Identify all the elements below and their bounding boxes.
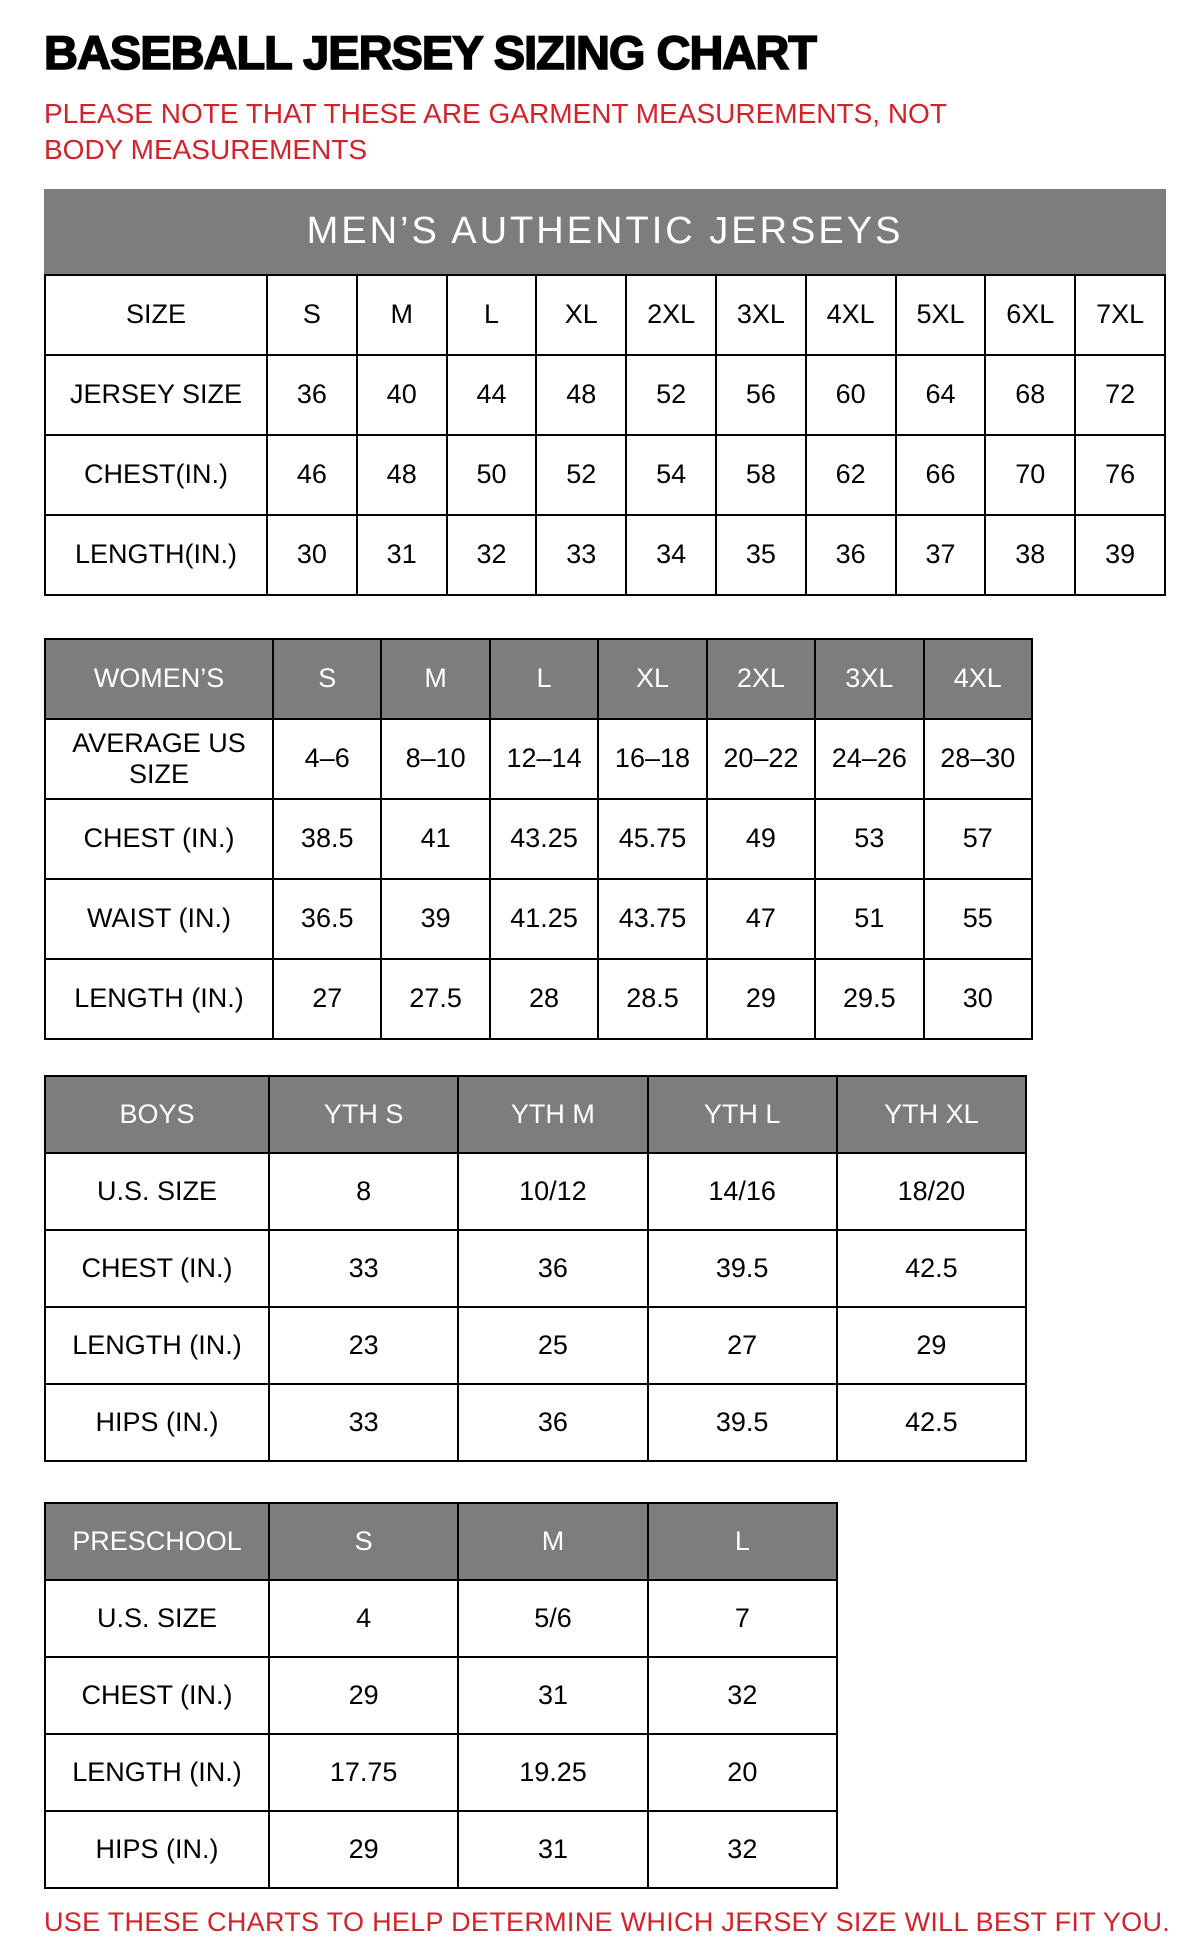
value-cell: 32	[648, 1811, 837, 1888]
value-cell: 36	[458, 1230, 647, 1307]
mens-sizing-section	[44, 189, 1170, 596]
value-cell: 36	[267, 355, 357, 435]
value-cell: 57	[924, 799, 1032, 879]
row-label-cell: CHEST (IN.)	[45, 1230, 269, 1307]
value-cell: 4–6	[273, 719, 381, 799]
value-cell: 40	[357, 355, 447, 435]
column-header-cell: S	[267, 275, 357, 355]
row-label-cell: LENGTH (IN.)	[45, 959, 273, 1039]
size-table	[44, 274, 1166, 596]
preschool-size-table	[44, 1502, 1170, 1889]
value-cell: 23	[269, 1307, 458, 1384]
column-header-cell: 3XL	[716, 275, 806, 355]
table-row	[45, 1153, 1026, 1230]
value-cell: 36	[806, 515, 896, 595]
footer-note: USE THESE CHARTS TO HELP DETERMINE WHICH JERSEY SIZE WILL BEST FIT YOU.	[44, 1906, 1171, 1937]
column-header-cell: S	[273, 639, 381, 719]
value-cell: 30	[924, 959, 1032, 1039]
table-row	[45, 1230, 1026, 1307]
value-cell: 31	[458, 1657, 647, 1734]
value-cell: 33	[536, 515, 626, 595]
row-label-cell: CHEST (IN.)	[45, 799, 273, 879]
table-row	[45, 515, 1165, 595]
value-cell: 32	[447, 515, 537, 595]
corner-header-cell: SIZE	[45, 275, 267, 355]
value-cell: 28.5	[598, 959, 706, 1039]
row-label-cell: JERSEY SIZE	[45, 355, 267, 435]
value-cell: 76	[1075, 435, 1165, 515]
table-row	[45, 719, 1032, 799]
header-row	[45, 1076, 1026, 1153]
column-header-cell: 2XL	[626, 275, 716, 355]
value-cell: 39.5	[648, 1384, 837, 1461]
value-cell: 49	[707, 799, 815, 879]
value-cell: 29	[707, 959, 815, 1039]
value-cell: 43.25	[490, 799, 598, 879]
corner-header-cell: BOYS	[45, 1076, 269, 1153]
value-cell: 51	[815, 879, 923, 959]
column-header-cell: XL	[536, 275, 626, 355]
row-label-cell: LENGTH (IN.)	[45, 1307, 269, 1384]
column-header-cell: L	[490, 639, 598, 719]
value-cell: 52	[626, 355, 716, 435]
column-header-cell: 5XL	[896, 275, 986, 355]
value-cell: 18/20	[837, 1153, 1026, 1230]
page-title: BASEBALL JERSEY SIZING CHART	[44, 26, 816, 79]
value-cell: 27	[273, 959, 381, 1039]
column-header-cell: 4XL	[806, 275, 896, 355]
value-cell: 8–10	[381, 719, 489, 799]
size-table	[44, 1502, 838, 1889]
value-cell: 14/16	[648, 1153, 837, 1230]
measurement-note: PLEASE NOTE THAT THESE ARE GARMENT MEASUREMENTS, NOT BODY MEASUREMENTS	[44, 98, 947, 166]
value-cell: 12–14	[490, 719, 598, 799]
value-cell: 4	[269, 1580, 458, 1657]
value-cell: 16–18	[598, 719, 706, 799]
table-row	[45, 1384, 1026, 1461]
row-label-cell: CHEST (IN.)	[45, 1657, 269, 1734]
value-cell: 25	[458, 1307, 647, 1384]
column-header-cell: 4XL	[924, 639, 1032, 719]
value-cell: 29	[837, 1307, 1026, 1384]
column-header-cell: M	[357, 275, 447, 355]
value-cell: 24–26	[815, 719, 923, 799]
value-cell: 41.25	[490, 879, 598, 959]
value-cell: 28	[490, 959, 598, 1039]
value-cell: 34	[626, 515, 716, 595]
row-label-cell: CHEST(IN.)	[45, 435, 267, 515]
value-cell: 66	[896, 435, 986, 515]
table-row	[45, 355, 1165, 435]
table-row	[45, 959, 1032, 1039]
row-label-cell: U.S. SIZE	[45, 1153, 269, 1230]
table-row	[45, 1811, 837, 1888]
column-header-cell: YTH XL	[837, 1076, 1026, 1153]
table-row	[45, 1307, 1026, 1384]
value-cell: 41	[381, 799, 489, 879]
value-cell: 42.5	[837, 1230, 1026, 1307]
value-cell: 64	[896, 355, 986, 435]
row-label-cell: LENGTH(IN.)	[45, 515, 267, 595]
womens-sizing-section	[44, 638, 1170, 1040]
value-cell: 31	[357, 515, 447, 595]
row-label-cell: HIPS (IN.)	[45, 1811, 269, 1888]
column-header-cell: YTH M	[458, 1076, 647, 1153]
mens-table-banner: MEN’S AUTHENTIC JERSEYS	[44, 189, 1166, 274]
corner-header-cell: PRESCHOOL	[45, 1503, 269, 1580]
value-cell: 39	[1075, 515, 1165, 595]
column-header-cell: 6XL	[985, 275, 1075, 355]
value-cell: 29.5	[815, 959, 923, 1039]
column-header-cell: M	[381, 639, 489, 719]
value-cell: 10/12	[458, 1153, 647, 1230]
table-row	[45, 879, 1032, 959]
column-header-cell: L	[648, 1503, 837, 1580]
value-cell: 58	[716, 435, 806, 515]
table-row	[45, 799, 1032, 879]
value-cell: 62	[806, 435, 896, 515]
value-cell: 20	[648, 1734, 837, 1811]
preschool-sizing-section	[44, 1502, 1170, 1889]
column-header-cell: 2XL	[707, 639, 815, 719]
column-header-cell: XL	[598, 639, 706, 719]
table-row	[45, 1657, 837, 1734]
value-cell: 68	[985, 355, 1075, 435]
value-cell: 56	[716, 355, 806, 435]
header-row	[45, 1503, 837, 1580]
value-cell: 46	[267, 435, 357, 515]
value-cell: 54	[626, 435, 716, 515]
boys-sizing-section	[44, 1075, 1170, 1462]
value-cell: 42.5	[837, 1384, 1026, 1461]
value-cell: 53	[815, 799, 923, 879]
value-cell: 50	[447, 435, 537, 515]
row-label-cell: WAIST (IN.)	[45, 879, 273, 959]
value-cell: 43.75	[598, 879, 706, 959]
corner-header-cell: WOMEN’S	[45, 639, 273, 719]
value-cell: 60	[806, 355, 896, 435]
size-table	[44, 1075, 1027, 1462]
header-row	[45, 275, 1165, 355]
value-cell: 19.25	[458, 1734, 647, 1811]
value-cell: 29	[269, 1811, 458, 1888]
value-cell: 39.5	[648, 1230, 837, 1307]
value-cell: 48	[357, 435, 447, 515]
column-header-cell: YTH S	[269, 1076, 458, 1153]
value-cell: 27	[648, 1307, 837, 1384]
boys-size-table	[44, 1075, 1170, 1462]
mens-size-table	[44, 274, 1170, 596]
column-header-cell: 7XL	[1075, 275, 1165, 355]
table-row	[45, 435, 1165, 515]
value-cell: 27.5	[381, 959, 489, 1039]
value-cell: 47	[707, 879, 815, 959]
value-cell: 33	[269, 1384, 458, 1461]
row-label-cell: AVERAGE US SIZE	[45, 719, 273, 799]
column-header-cell: S	[269, 1503, 458, 1580]
value-cell: 45.75	[598, 799, 706, 879]
value-cell: 33	[269, 1230, 458, 1307]
table-row	[45, 1734, 837, 1811]
value-cell: 52	[536, 435, 626, 515]
column-header-cell: 3XL	[815, 639, 923, 719]
value-cell: 55	[924, 879, 1032, 959]
value-cell: 72	[1075, 355, 1165, 435]
value-cell: 48	[536, 355, 626, 435]
value-cell: 8	[269, 1153, 458, 1230]
value-cell: 29	[269, 1657, 458, 1734]
row-label-cell: U.S. SIZE	[45, 1580, 269, 1657]
value-cell: 39	[381, 879, 489, 959]
value-cell: 38.5	[273, 799, 381, 879]
header-row	[45, 639, 1032, 719]
column-header-cell: YTH L	[648, 1076, 837, 1153]
value-cell: 35	[716, 515, 806, 595]
value-cell: 36	[458, 1384, 647, 1461]
value-cell: 28–30	[924, 719, 1032, 799]
value-cell: 70	[985, 435, 1075, 515]
size-table	[44, 638, 1033, 1040]
value-cell: 38	[985, 515, 1075, 595]
row-label-cell: HIPS (IN.)	[45, 1384, 269, 1461]
value-cell: 37	[896, 515, 986, 595]
value-cell: 17.75	[269, 1734, 458, 1811]
value-cell: 20–22	[707, 719, 815, 799]
value-cell: 44	[447, 355, 537, 435]
column-header-cell: M	[458, 1503, 647, 1580]
value-cell: 30	[267, 515, 357, 595]
value-cell: 36.5	[273, 879, 381, 959]
womens-size-table	[44, 638, 1170, 1040]
value-cell: 7	[648, 1580, 837, 1657]
value-cell: 31	[458, 1811, 647, 1888]
row-label-cell: LENGTH (IN.)	[45, 1734, 269, 1811]
table-row	[45, 1580, 837, 1657]
value-cell: 32	[648, 1657, 837, 1734]
value-cell: 5/6	[458, 1580, 647, 1657]
column-header-cell: L	[447, 275, 537, 355]
